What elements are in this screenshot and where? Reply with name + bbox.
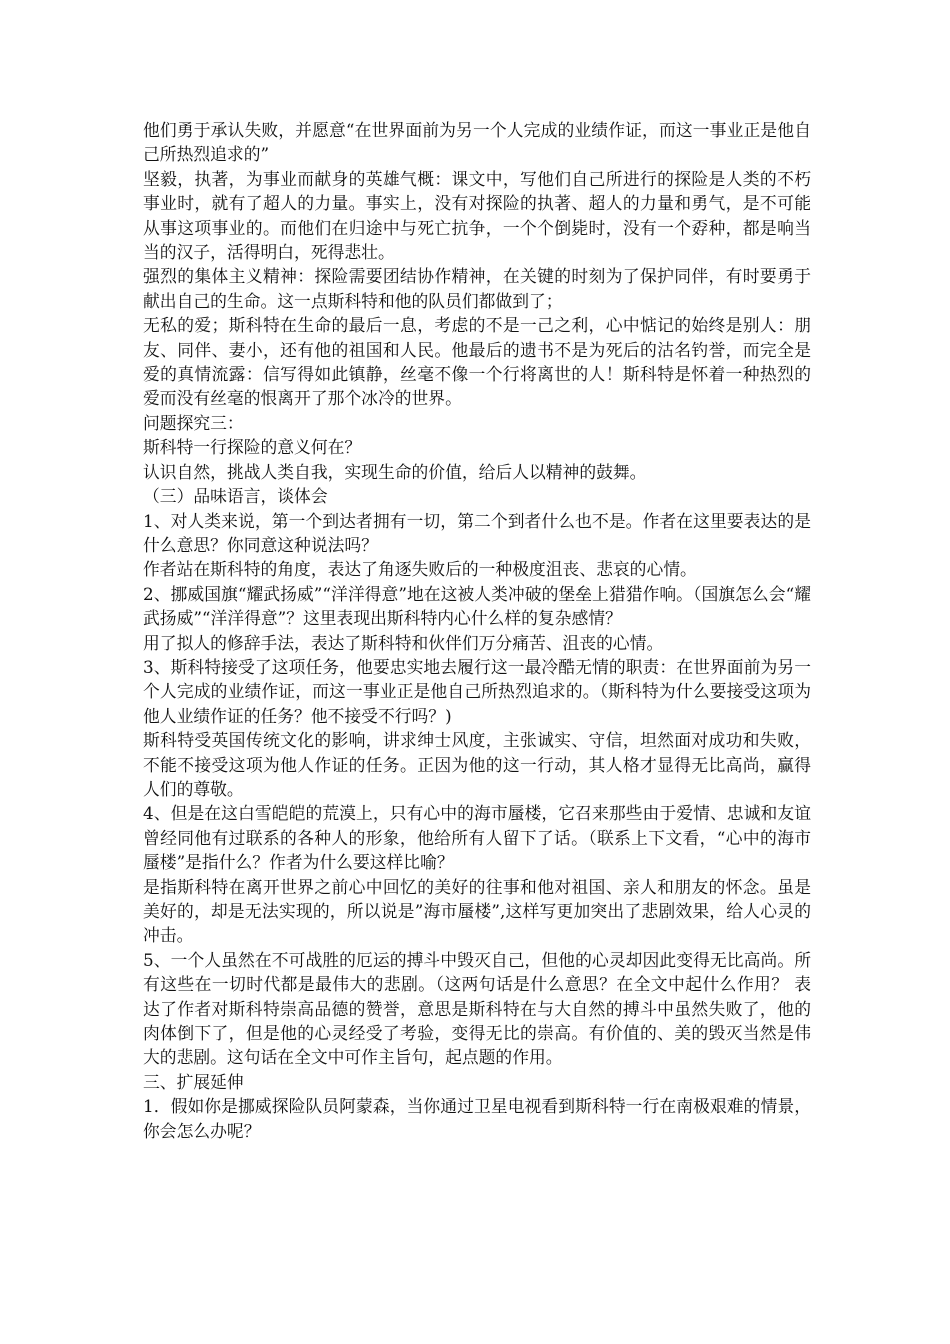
question-meaning: 斯科特一行探险的意义何在？ <box>143 437 362 458</box>
answer-3: 斯科特受英国传统文化的影响，讲求绅士风度，主张诚实、守信，坦然面对成功和失败，不能不接受这项为他人作证的任务。正因为他的这一行动，其人格才显得无比高尚，赢得人们的尊敬。 <box>143 730 811 799</box>
heading-extension: 三、扩展延伸 <box>143 1071 244 1092</box>
question-4: 4、但是在这白雪皑皑的荒漠上，只有心中的海市蜃楼，它召来那些由于爱情、忠诚和友谊曾经同他有过联系的各种人的形象，他给所有人留下了话。（联系上下文看，“心中的海市蜃楼”是指什么？作者为什么要这样比喻？ <box>143 803 811 873</box>
paragraph-selfless-love: 无私的爱；斯科特在生命的最后一息，考虑的不是一己之利，心中惦记的始终是别人：朋友、同伴、妻小，还有他的祖国和人民。他最后的遗书不是为死后的沽名钓誉，而完全是爱的真情流露：信写得如此镇静，丝毫不像一个行将离世的人！斯科特是怀着一种热烈的爱而没有丝毫的恨离开了那个冰冷的世界。 <box>143 315 811 409</box>
paragraph-intro-admit-failure: 他们勇于承认失败，并愿意“在世界面前为另一个人完成的业绩作证，而这一事业正是他自己所热烈追求的” <box>143 120 811 165</box>
answer-meaning: 认识自然，挑战人类自我，实现生命的价值，给后人以精神的鼓舞。 <box>143 461 647 482</box>
paragraph-collective-spirit: 强烈的集体主义精神：探险需要团结协作精神，在关键的时刻为了保护同伴，有时要勇于献出自己的生命。这一点斯科特和他的队员们都做到了； <box>143 266 811 311</box>
question-1: 1、对人类来说，第一个到达者拥有一切，第二个到者什么也不是。作者在这里要表达的是什么意思？你同意这种说法吗？ <box>143 510 811 555</box>
answer-2: 用了拟人的修辞手法，表达了斯科特和伙伴们万分痛苦、沮丧的心情。 <box>143 632 664 653</box>
document-body <box>143 118 811 1143</box>
answer-4: 是指斯科特在离开世界之前心中回忆的美好的往事和他对祖国、亲人和朋友的怀念。虽是美好的，却是无法实现的，所以说是”海市蜃楼”,这样写更加突出了悲剧效果，给人心灵的冲击。 <box>143 876 811 946</box>
extension-question-1: 1．假如你是挪威探险队员阿蒙森，当你通过卫星电视看到斯科特一行在南极艰难的情景，你会怎么办呢？ <box>143 1096 811 1141</box>
question-answer-5: 5、一个人虽然在不可战胜的厄运的搏斗中毁灭自己，但他的心灵却因此变得无比高尚。所有这些在一切时代都是最伟大的悲剧。（这两句话是什么意思？在全文中起什么作用？ 表达了作者对斯科特崇高品德的赞誉，意思是斯科特在与大自然的搏斗中虽然失败了，他的肉体倒下了，但是他的心灵经受了考验，变得无比的崇高。有价值的、美的毁灭当然是伟大的悲剧。这句话在全文中可作主旨句，起点题的作用。 <box>143 949 811 1068</box>
paragraph-heroic-spirit: 坚毅，执著，为事业而献身的英雄气概：课文中，写他们自己所进行的探险是人类的不朽事业时，就有了超人的力量。事实上，没有对探险的执著、超人的力量和勇气，是不可能从事这项事业的。而他们在归途中与死亡抗争，一个个倒毙时，没有一个孬种，都是响当当的汉子，活得明白，死得悲壮。 <box>143 168 811 263</box>
heading-question-three: 问题探究三： <box>143 412 244 433</box>
question-2: 2、挪威国旗“耀武扬威”“洋洋得意”地在这被人类冲破的堡垒上猎猎作响。（国旗怎么会“耀武扬威”“洋洋得意”？这里表现出斯科特内心什么样的复杂感情？ <box>143 583 811 629</box>
answer-1: 作者站在斯科特的角度，表达了角逐失败后的一种极度沮丧、悲哀的心情。 <box>143 559 697 580</box>
question-3: 3、斯科特接受了这项任务，他要忠实地去履行这一最冷酷无情的职责：在世界面前为另一个人完成的业绩作证，而这一事业正是他自己所热烈追求的。（斯科特为什么要接受这项为他人业绩作证的任务？他不接受不行吗？) <box>143 656 811 726</box>
heading-language-appreciation: （三）品味语言，谈体会 <box>143 486 328 507</box>
